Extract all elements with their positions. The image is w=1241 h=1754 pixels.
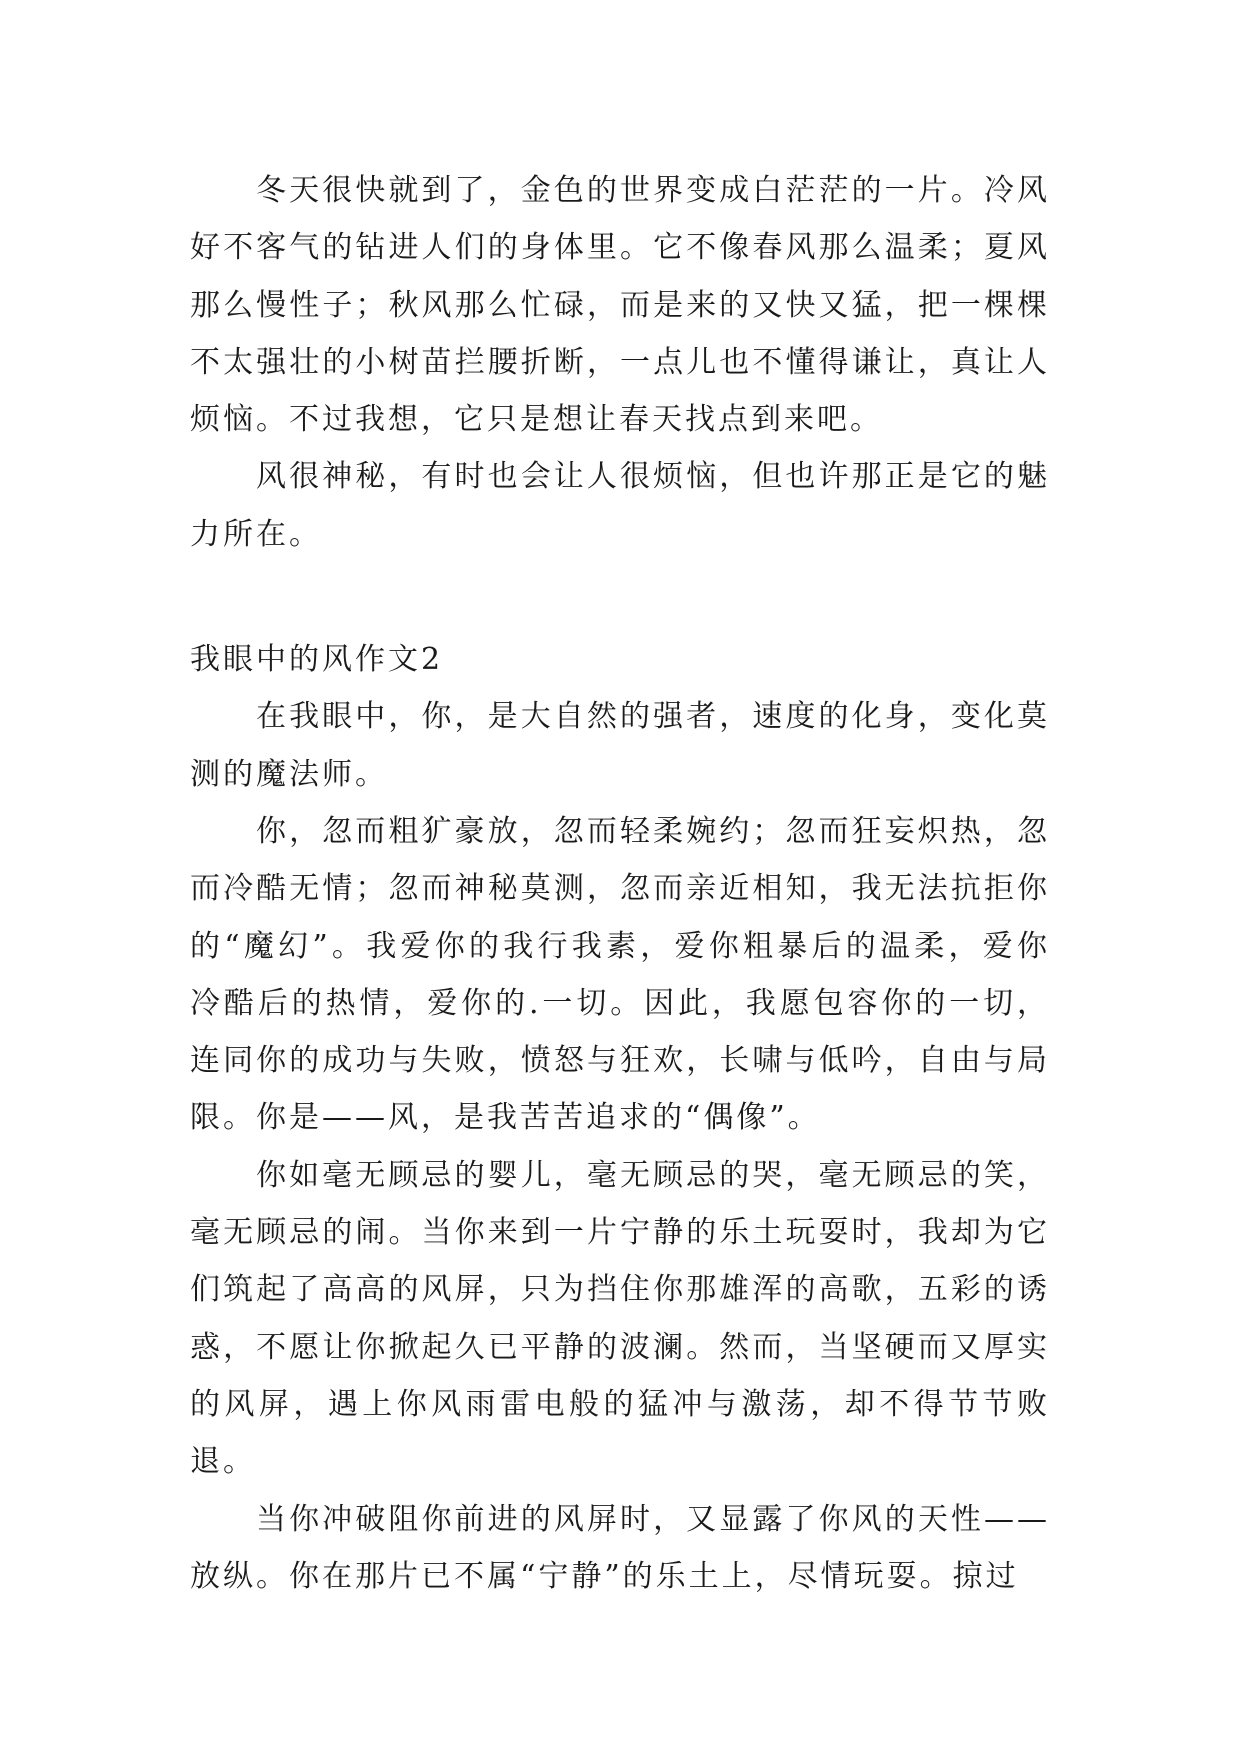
section-gap — [190, 563, 1050, 631]
paragraph-baby: 你如毫无顾忌的婴儿，毫无顾忌的哭，毫无顾忌的笑，毫无顾忌的闹。当你来到一片宁静的乐土玩耍时，我却为它们筑起了高高的风屏，只为挡住你那雄浑的高歌，五彩的诱惑，不愿让你掀起久已平静的波澜。然而，当坚硬而又厚实的风屏，遇上你风雨雷电般的猛冲与激荡，却不得节节败退。 — [190, 1157, 1050, 1480]
paragraph-wind-mystery: 风很神秘，有时也会让人很烦恼，但也许那正是它的魅力所在。 — [190, 459, 1050, 552]
paragraph-intro: 在我眼中，你，是大自然的强者，速度的化身，变化莫测的魔法师。 — [190, 699, 1050, 792]
paragraph-magic: 你，忽而粗犷豪放，忽而轻柔婉约；忽而狂妄炽热，忽而冷酷无情；忽而神秘莫测，忽而亲近相知，我无法抗拒你的“魔幻”。我爱你的我行我素，爱你粗暴后的温柔，爱你冷酷后的热情，爱你的.一切。因此，我愿包容你的一切，连同你的成功与失败，愤怒与狂欢，长啸与低吟，自由与局限。你是——风，是我苦苦追求的“偶像”。 — [190, 813, 1050, 1136]
document-body — [190, 162, 1050, 1605]
paragraph-breakthrough: 当你冲破阻你前进的风屏时，又显露了你风的天性——放纵。你在那片已不属“宁静”的乐土上，尽情玩耍。掠过 — [190, 1501, 1050, 1594]
paragraph-winter-wind: 冬天很快就到了，金色的世界变成白茫茫的一片。冷风好不客气的钻进人们的身体里。它不像春风那么温柔；夏风那么慢性子；秋风那么忙碌，而是来的又快又猛，把一棵棵不太强壮的小树苗拦腰折断，一点儿也不懂得谦让，真让人烦恼。不过我想，它只是想让春天找点到来吧。 — [190, 173, 1050, 438]
essay-heading: 我眼中的风作文2 — [190, 642, 444, 678]
